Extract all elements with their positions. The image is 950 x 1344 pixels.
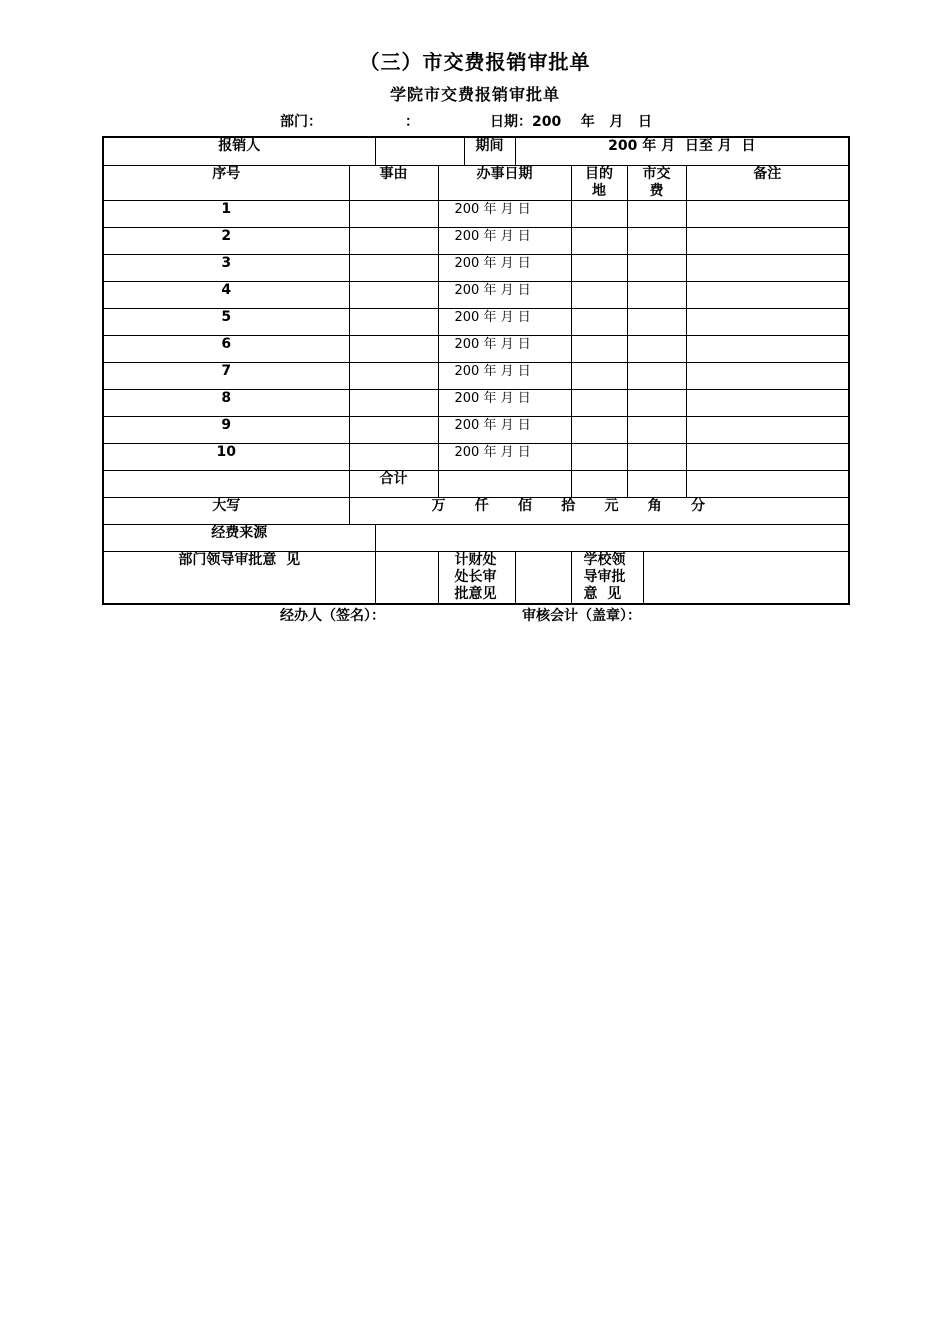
row-note[interactable] xyxy=(686,362,849,389)
row-reason[interactable] xyxy=(349,281,438,308)
total-date-blank xyxy=(438,470,571,497)
row-dest[interactable] xyxy=(571,200,627,227)
uppercase-amount-row xyxy=(103,497,849,524)
row-dest[interactable] xyxy=(571,227,627,254)
col-date: 办事日期 xyxy=(438,165,571,200)
form-subtitle: 学院市交费报销审批单 xyxy=(389,85,560,104)
funding-source-row xyxy=(103,524,849,551)
row-fee[interactable] xyxy=(627,200,686,227)
row-seq: 3 xyxy=(103,254,349,281)
funding-source-label: 经费来源 xyxy=(103,524,375,551)
row-date[interactable]: 200 年 月 日 xyxy=(438,308,571,335)
row-dest[interactable] xyxy=(571,308,627,335)
table-row xyxy=(103,227,849,254)
row-dest[interactable] xyxy=(571,281,627,308)
row-reason[interactable] xyxy=(349,254,438,281)
row-reason[interactable] xyxy=(349,335,438,362)
row-seq: 2 xyxy=(103,227,349,254)
row-dest[interactable] xyxy=(571,362,627,389)
school-leader-label: 学校领导审批意 见 xyxy=(571,551,643,604)
reimburser-label: 报销人 xyxy=(103,137,375,165)
col-dest: 目的地 xyxy=(571,165,627,200)
row-date[interactable]: 200 年 月 日 xyxy=(438,200,571,227)
row-date[interactable]: 200 年 月 日 xyxy=(438,416,571,443)
row-note[interactable] xyxy=(686,254,849,281)
col-fee: 市交费 xyxy=(627,165,686,200)
row-note[interactable] xyxy=(686,416,849,443)
row-note[interactable] xyxy=(686,200,849,227)
column-header-row xyxy=(103,165,849,200)
dept-colon: ： xyxy=(405,114,419,130)
row-note[interactable] xyxy=(686,281,849,308)
period-value[interactable]: 200 年 月 日至 月 日 xyxy=(515,137,849,165)
table-row xyxy=(103,308,849,335)
row-reason[interactable] xyxy=(349,389,438,416)
period-label: 期间 xyxy=(464,137,515,165)
row-fee[interactable] xyxy=(627,254,686,281)
total-note-blank xyxy=(686,470,849,497)
reimburser-input[interactable] xyxy=(375,137,464,165)
row-reason[interactable] xyxy=(349,200,438,227)
approval-row xyxy=(103,551,849,604)
row-dest[interactable] xyxy=(571,335,627,362)
total-label: 合计 xyxy=(349,470,438,497)
row-date[interactable]: 200 年 月 日 xyxy=(438,443,571,470)
total-row xyxy=(103,470,849,497)
table-row xyxy=(103,200,849,227)
finance-head-opinion[interactable] xyxy=(515,551,571,604)
row-seq: 6 xyxy=(103,335,349,362)
school-leader-opinion[interactable] xyxy=(643,551,849,604)
row-dest[interactable] xyxy=(571,443,627,470)
row-fee[interactable] xyxy=(627,335,686,362)
row-note[interactable] xyxy=(686,308,849,335)
row-date[interactable]: 200 年 月 日 xyxy=(438,227,571,254)
dept-leader-opinion[interactable] xyxy=(375,551,438,604)
row-seq: 7 xyxy=(103,362,349,389)
row-reason[interactable] xyxy=(349,362,438,389)
row-date[interactable]: 200 年 月 日 xyxy=(438,281,571,308)
row-note[interactable] xyxy=(686,389,849,416)
funding-source-input[interactable] xyxy=(375,524,849,551)
row-seq: 5 xyxy=(103,308,349,335)
date-label: 日期：200 年 月 日 xyxy=(490,114,652,130)
total-fee-input[interactable] xyxy=(627,470,686,497)
row-reason[interactable] xyxy=(349,227,438,254)
row-seq: 4 xyxy=(103,281,349,308)
uppercase-label: 大写 xyxy=(103,497,349,524)
row-note[interactable] xyxy=(686,335,849,362)
row-fee[interactable] xyxy=(627,416,686,443)
row-date[interactable]: 200 年 月 日 xyxy=(438,254,571,281)
row-date[interactable]: 200 年 月 日 xyxy=(438,362,571,389)
col-seq: 序号 xyxy=(103,165,349,200)
row-fee[interactable] xyxy=(627,443,686,470)
table-row xyxy=(103,443,849,470)
row-dest[interactable] xyxy=(571,389,627,416)
table-row xyxy=(103,389,849,416)
table-row xyxy=(103,362,849,389)
row-reason[interactable] xyxy=(349,416,438,443)
row-dest[interactable] xyxy=(571,254,627,281)
table-row xyxy=(103,416,849,443)
reimbursement-form-table xyxy=(102,136,850,605)
uppercase-amount-input[interactable]: 万 仟 佰 拾 元 角 分 xyxy=(349,497,849,524)
row-date[interactable]: 200 年 月 日 xyxy=(438,335,571,362)
row-reason[interactable] xyxy=(349,308,438,335)
table-row xyxy=(103,281,849,308)
page-title: （三）市交费报销审批单 xyxy=(359,50,591,74)
total-dest-blank xyxy=(571,470,627,497)
table-row xyxy=(103,254,849,281)
row-fee[interactable] xyxy=(627,281,686,308)
reimburser-row xyxy=(103,137,849,165)
total-blank xyxy=(103,470,349,497)
finance-head-label: 计财处处长审批意见 xyxy=(438,551,515,604)
row-fee[interactable] xyxy=(627,389,686,416)
row-seq: 8 xyxy=(103,389,349,416)
row-note[interactable] xyxy=(686,227,849,254)
row-seq: 10 xyxy=(103,443,349,470)
row-dest[interactable] xyxy=(571,416,627,443)
row-reason[interactable] xyxy=(349,443,438,470)
auditor-seal-label: 审核会计（盖章）： xyxy=(522,608,641,624)
col-reason: 事由 xyxy=(349,165,438,200)
dept-leader-label: 部门领导审批意 见 xyxy=(103,551,375,604)
row-fee[interactable] xyxy=(627,362,686,389)
row-fee[interactable] xyxy=(627,227,686,254)
row-seq: 9 xyxy=(103,416,349,443)
handler-signature-label: 经办人（签名）： xyxy=(280,608,385,624)
row-note[interactable] xyxy=(686,443,849,470)
col-note: 备注 xyxy=(686,165,849,200)
row-date[interactable]: 200 年 月 日 xyxy=(438,389,571,416)
row-fee[interactable] xyxy=(627,308,686,335)
table-row xyxy=(103,335,849,362)
row-seq: 1 xyxy=(103,200,349,227)
dept-label: 部门： xyxy=(280,114,322,130)
